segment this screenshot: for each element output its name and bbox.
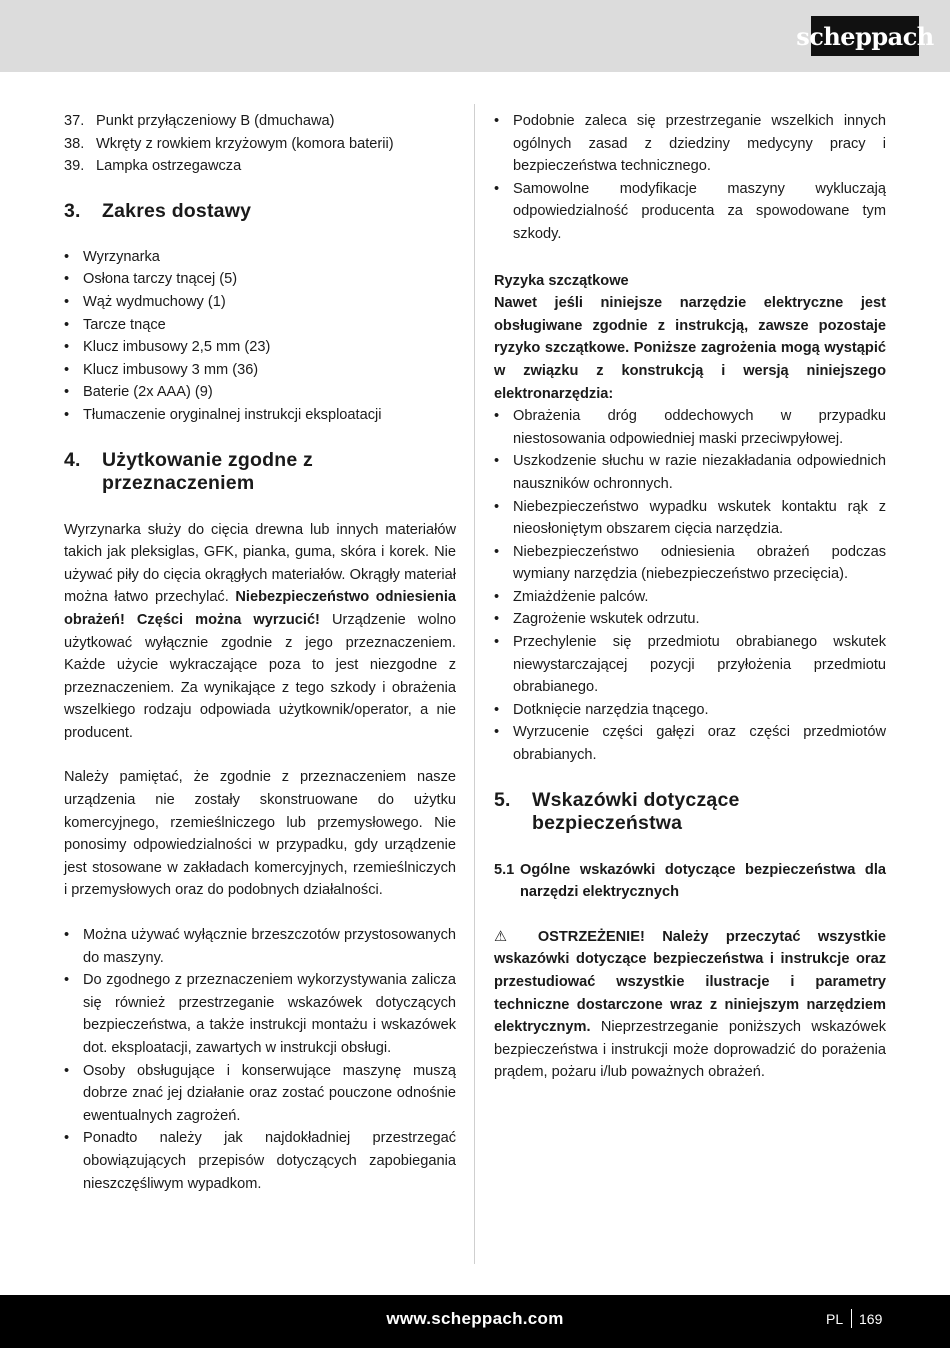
list-item (64, 110, 456, 133)
right-column (494, 110, 886, 1084)
footer-separator (851, 1309, 852, 1328)
list-item: • Do zgodnego z przeznaczeniem wykorzystywania zalicza się również przestrzeganie wskazówek dotyczących bezpieczeństwa, a także instrukcji montażu i wskazówek dot. eksploatacji, zawartych w instrukcji obsługi. (64, 969, 456, 1059)
brand-logo: scheppach (811, 16, 919, 56)
item-number: 38. (64, 135, 85, 152)
residual-risks-intro: Nawet jeśli niniejsze narzędzie elektryczne jest obsługiwane zgodnie z instrukcją, zawsze pozostaje ryzyko szczątkowe. Poniższe zagrożenia mogą wystąpić w związku z konstrukcją i wersją niniejszego elektronarzędzia: (494, 295, 886, 402)
section-title-line: Wskazówki dotyczące (532, 788, 740, 811)
warning-text-bold: OSTRZEŻENIE! Należy przeczytać wszystkie wskazówki dotyczące bezpieczeństwa i instrukcje oraz przestudiować wszystkie ilustracje i parametry techniczne dostarczone wraz z niniejszym narzędziem elektrycznym. (494, 928, 886, 1036)
injury-warning: Niebezpieczeństwo odniesienia obrażeń! Części można wyrzucić! (64, 589, 457, 628)
section-number: 5. (494, 788, 511, 811)
usage-paragraph (64, 519, 456, 745)
paragraph-text: Wyrzynarka służy do cięcia drewna lub innych materiałów takich jak pleksiglas, GFK, pianka, guma, skóra i korek. Nie używać piły do cięcia okrągłych materiałów. Okrągły materiał można łatwo przechylać. (64, 521, 456, 606)
section-heading-3 (64, 200, 456, 223)
subsection-number: 5.1 (494, 861, 515, 878)
section-heading-4 (64, 449, 456, 495)
item-text: Wkręty z rowkiem krzyżowym (komora baterii) (96, 135, 394, 152)
list-item: • Podobnie zaleca się przestrzeganie wszelkich innych ogólnych zasad z dziedziny medycyny pracy i bezpieczeństwa technicznego. (494, 110, 886, 178)
list-item (64, 133, 456, 156)
risks-list (494, 405, 886, 767)
list-item: • Klucz imbusowy 3 mm (36) (64, 359, 456, 382)
list-item: • Tłumaczenie oryginalnej instrukcji eksploatacji (64, 404, 456, 427)
subsection-title: Ogólne wskazówki dotyczące bezpieczeństwa dla narzędzi elektrycznych (520, 861, 886, 901)
list-item: • Uszkodzenie słuchu w razie niezakładania odpowiednich nauszników ochronnych. (494, 450, 886, 495)
section-title: Zakres dostawy (102, 199, 252, 222)
warning-triangle-icon: ⚠ (494, 928, 521, 945)
usage-list (64, 924, 456, 1195)
left-column (64, 110, 456, 1195)
list-item: • Baterie (2x AAA) (9) (64, 381, 456, 404)
list-item (64, 155, 456, 178)
item-number: 39. (64, 158, 85, 175)
section-heading-5 (494, 789, 886, 835)
list-item: • Osoby obsługujące i konserwujące maszynę muszą dobrze znać jej działanie oraz zostać pouczone odnośnie ewentualnych zagrożeń. (64, 1060, 456, 1128)
list-item: • Zmiażdżenie palców. (494, 586, 886, 609)
list-item: • Osłona tarczy tnącej (5) (64, 268, 456, 291)
list-item: • Klucz imbusowy 2,5 mm (23) (64, 336, 456, 359)
item-text: Punkt przyłączeniowy B (dmuchawa) (96, 113, 335, 129)
item-text: Lampka ostrzegawcza (96, 158, 242, 175)
section-title-line: przeznaczeniem (102, 471, 255, 494)
list-item: • Niebezpieczeństwo wypadku wskutek kontaktu rąk z nieosłoniętym obszarem cięcia narzędzia. (494, 496, 886, 541)
section-title-line: Użytkowanie zgodne z (102, 448, 313, 471)
section-title (532, 789, 740, 835)
safety-warning-paragraph (494, 926, 886, 1084)
list-item: • Niebezpieczeństwo odniesienia obrażeń podczas wymiany narzędzia (niebezpieczeństwo przecięcia). (494, 541, 886, 586)
delivery-list (64, 246, 456, 427)
list-item: • Obrażenia dróg oddechowych w przypadku niestosowania odpowiedniej maski przeciwpyłowej. (494, 405, 886, 450)
list-item: • Zagrożenie wskutek odrzutu. (494, 608, 886, 631)
list-item: • Można używać wyłącznie brzeszczotów przystosowanych do maszyny. (64, 924, 456, 969)
residual-risks-title: Ryzyka szczątkowe (494, 272, 629, 289)
page-number: 169 (859, 1311, 883, 1327)
commercial-use-paragraph: Należy pamiętać, że zgodnie z przeznaczeniem nasze urządzenia nie zostały skonstruowane do użytku komercyjnego, rzemieślniczego lub przemysłowego. Nie ponosimy odpowiedzialności w przypadku, gdy urządzenie jest stosowane w zakładach komercyjnych, rzemieślniczych i przemysłowych oraz do podobnych działalności. (64, 769, 456, 899)
parts-list (64, 110, 456, 178)
section-title (102, 449, 313, 495)
language-code: PL (826, 1311, 844, 1327)
column-divider (474, 104, 475, 1264)
section-title-line: bezpieczeństwa (532, 811, 683, 834)
list-item: • Samowolne modyfikacje maszyny wykluczają odpowiedzialność producenta za spowodowane tym szkody. (494, 178, 886, 246)
list-item: • Ponadto należy jak najdokładniej przestrzegać obowiązujących przepisów dotyczących zapobiegania nieszczęśliwym wypadkom. (64, 1127, 456, 1195)
warning-text: Nieprzestrzeganie poniższych wskazówek bezpieczeństwa i instrukcji może doprowadzić do porażenia prądem, pożaru i/lub poważnych obrażeń. (494, 1019, 886, 1081)
footer-website-link[interactable]: www.scheppach.com (386, 1309, 564, 1328)
list-item: • Wyrzucenie części gałęzi oraz części przedmiotów obrabianych. (494, 721, 886, 766)
list-item: • Przechylenie się przedmiotu obrabianego wskutek niewystarczającej pozycji przyłożenia przedmiotu obrabianego. (494, 631, 886, 699)
section-number: 4. (64, 448, 81, 471)
paragraph-text: Urządzenie wolno użytkować wyłącznie zgodnie z jego przeznaczeniem. Każde użycie wykraczające poza to jest niezgodne z przeznaczeniem. Za wynikające z tego szkody i obrażenia wszelkiego rodzaju odpowiada użytkownik/operator, a nie producent. (64, 611, 456, 741)
list-item: • Wyrzynarka (64, 246, 456, 269)
section-number: 3. (64, 199, 81, 222)
item-number: 37. (64, 113, 85, 129)
general-rules-list (494, 110, 886, 246)
list-item: • Dotknięcie narzędzia tnącego. (494, 699, 886, 722)
footer (0, 1295, 950, 1348)
list-item: • Tarcze tnące (64, 314, 456, 337)
subsection-heading-5-1 (494, 859, 886, 904)
list-item: • Wąż wydmuchowy (1) (64, 291, 456, 314)
